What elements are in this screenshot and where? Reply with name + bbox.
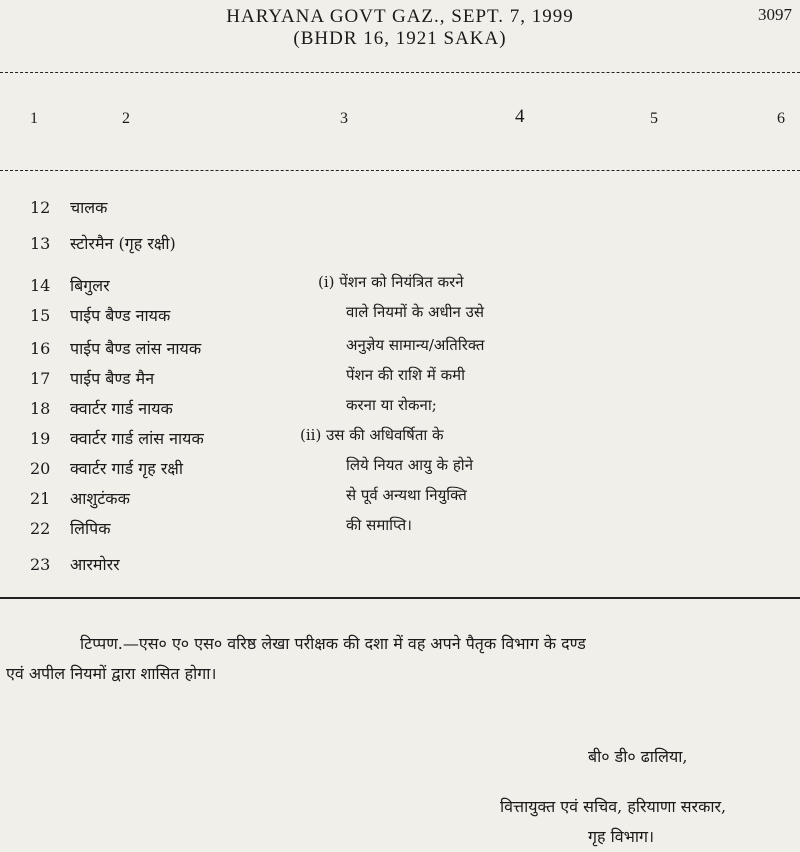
gazette-header-date: (BHDR 16, 1921 SAKA) bbox=[293, 28, 507, 49]
note-line-1: टिप्पण.—एस० ए० एस० वरिष्ठ लेखा परीक्षक की दशा में वह अपने पैतृक विभाग के दण्ड bbox=[80, 634, 586, 653]
post-name: लिपिक bbox=[70, 519, 111, 538]
remark-line: वाले नियमों के अधीन उसे bbox=[346, 303, 485, 321]
column-number-4: 4 bbox=[515, 106, 525, 127]
post-name: क्वार्टर गार्ड लांस नायक bbox=[70, 429, 204, 448]
table-row bbox=[30, 397, 173, 421]
row-number: 17 bbox=[30, 369, 51, 388]
row-number: 18 bbox=[30, 399, 51, 418]
post-name: आशुटंकक bbox=[70, 489, 130, 508]
table-row bbox=[30, 457, 183, 481]
row-number: 21 bbox=[30, 489, 51, 508]
row-number: 15 bbox=[30, 306, 51, 325]
table-row bbox=[30, 427, 204, 451]
post-name: पाईप बैण्ड लांस नायक bbox=[70, 339, 202, 358]
row-number: 19 bbox=[30, 429, 51, 448]
table-header-rule bbox=[0, 170, 800, 171]
page-number: 3097 bbox=[758, 5, 792, 24]
note-line-2: एवं अपील नियमों द्वारा शासित होगा। bbox=[6, 664, 217, 683]
post-name: क्वार्टर गार्ड नायक bbox=[70, 399, 173, 418]
remark-line: (i) पेंशन को नियंत्रित करने bbox=[318, 273, 464, 291]
column-number-6: 6 bbox=[777, 110, 785, 127]
row-number: 14 bbox=[30, 276, 51, 295]
row-number: 23 bbox=[30, 555, 51, 574]
post-name: पाईप बैण्ड नायक bbox=[70, 306, 171, 325]
table-row bbox=[30, 487, 130, 511]
row-number: 20 bbox=[30, 459, 51, 478]
remark-line: (ii) उस की अधिवर्षिता के bbox=[300, 426, 444, 444]
remark-line: की समाप्ति। bbox=[346, 516, 412, 534]
post-name: स्टोरमैन (गृह रक्षी) bbox=[70, 234, 176, 253]
remark-line: अनुज्ञेय सामान्य/अतिरिक्त bbox=[346, 336, 485, 354]
remark-line: करना या रोकना; bbox=[346, 396, 437, 414]
row-number: 22 bbox=[30, 519, 51, 538]
table-row bbox=[30, 232, 176, 256]
column-number-2: 2 bbox=[122, 110, 130, 127]
row-number: 13 bbox=[30, 234, 51, 253]
table-bottom-rule bbox=[0, 597, 800, 599]
signatory-department: गृह विभाग। bbox=[588, 827, 655, 846]
table-row bbox=[30, 367, 154, 391]
table-row bbox=[30, 304, 170, 328]
table-row bbox=[30, 553, 120, 577]
post-name: क्वार्टर गार्ड गृह रक्षी bbox=[70, 459, 184, 478]
table-row bbox=[30, 337, 201, 361]
remark-line: पेंशन की राशि में कमी bbox=[346, 366, 465, 384]
row-number: 12 bbox=[30, 198, 51, 217]
post-name: आरमोरर bbox=[70, 555, 120, 574]
signatory-designation: वित्तायुक्त एवं सचिव, हरियाणा सरकार, bbox=[500, 797, 727, 816]
column-number-1: 1 bbox=[30, 110, 38, 127]
column-number-5: 5 bbox=[650, 110, 658, 127]
remark-line: लिये नियत आयु के होने bbox=[346, 456, 474, 474]
table-row bbox=[30, 517, 111, 541]
table-row bbox=[30, 196, 107, 220]
gazette-header-title: HARYANA GOVT GAZ., SEPT. 7, 1999 bbox=[226, 6, 574, 27]
signatory-name: बी० डी० ढालिया, bbox=[588, 747, 688, 766]
table-top-rule bbox=[0, 72, 800, 73]
post-name: चालक bbox=[70, 198, 108, 217]
column-number-3: 3 bbox=[340, 110, 348, 127]
remark-line: से पूर्व अन्यथा नियुक्ति bbox=[346, 486, 467, 504]
post-name: पाईप बैण्ड मैन bbox=[70, 369, 155, 388]
row-number: 16 bbox=[30, 339, 51, 358]
table-row bbox=[30, 274, 110, 298]
post-name: बिगुलर bbox=[70, 276, 110, 295]
